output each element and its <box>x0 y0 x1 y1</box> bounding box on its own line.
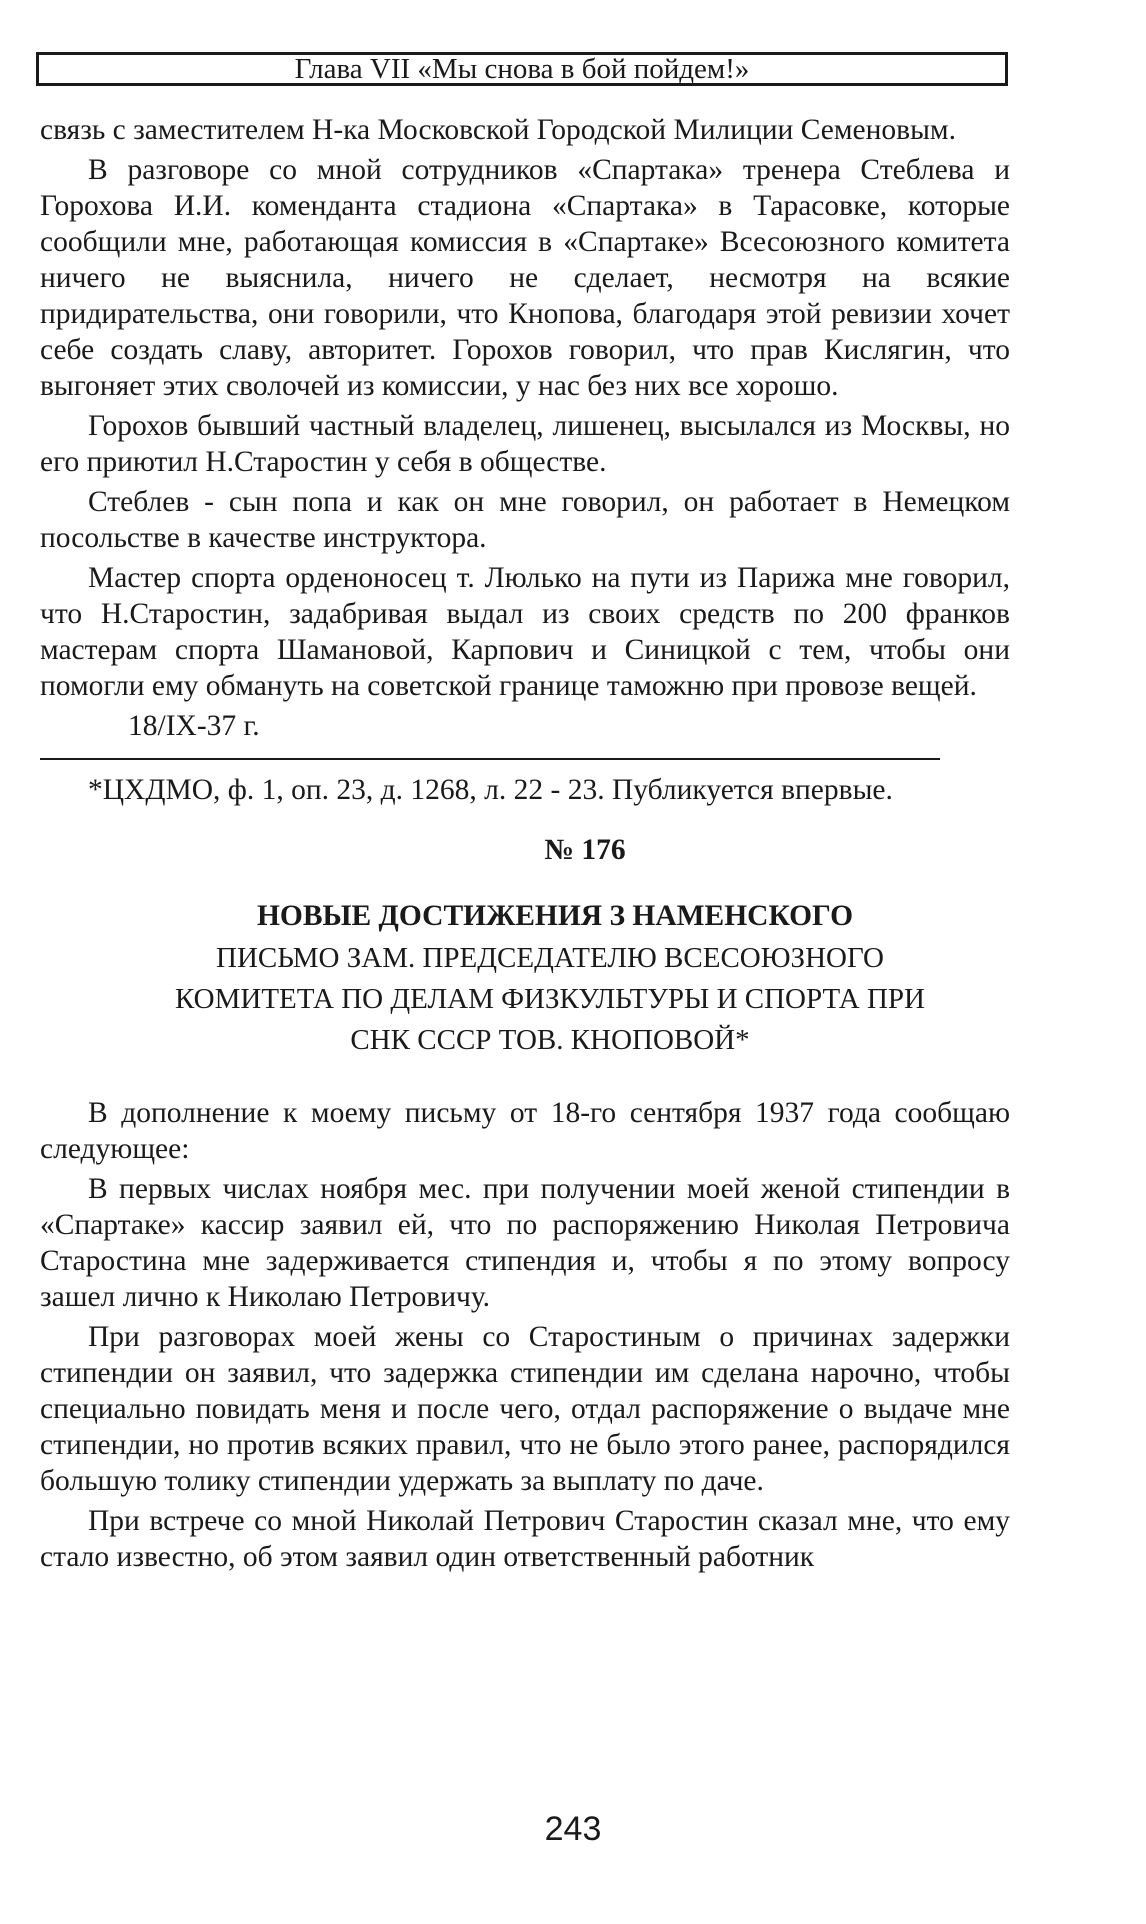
paragraph: Горохов бывший частный владелец, лишенец, высылался из Москвы, но его приютил Н.Старостин у себя в обществе. <box>40 410 1010 478</box>
subtitle-line: ПИСЬМО ЗАМ. ПРЕДСЕДАТЕЛЮ ВСЕСОЮЗНОГО <box>216 942 884 974</box>
document-number: № 176 <box>544 834 626 866</box>
paragraph: Стеблев - сын попа и как он мне говорил, он работает в Немецком посольстве в качестве инструктора. <box>40 486 1010 554</box>
running-title: Глава VII «Мы снова в бой пойдем!» <box>294 53 750 85</box>
subtitle-line: СНК СССР ТОВ. КНОПОВОЙ* <box>350 1024 750 1056</box>
document-subtitle <box>90 938 1010 1061</box>
paragraph: связь с заместителем Н-ка Московской Городской Милиции Семеновым. <box>40 114 956 146</box>
page-number: 243 <box>544 1810 602 1848</box>
paragraph: В дополнение к моему письму от 18-го сентября 1937 года сообщаю следующее: <box>40 1097 1010 1165</box>
letter-date: 18/IX-37 г. <box>128 710 260 742</box>
paragraph: Мастер спорта орденоносец т. Люлько на пути из Парижа мне говорил, что Н.Старостин, задабривая выдал из своих средств по 200 франков мастерам спорта Шамановой, Карпович и Синицкой с тем, чтобы они помогли ему обмануть на советской границе таможню при провозе вещей. <box>40 562 1010 702</box>
footnote-divider <box>40 758 940 760</box>
running-header <box>36 52 1008 86</box>
document-title: НОВЫЕ ДОСТИЖЕНИЯ З НАМЕНСКОГО <box>256 900 854 932</box>
paragraph: При разговорах моей жены со Старостиным о причинах задержки стипендии он заявил, что задержка стипендии им сделана нарочно, чтобы специально повидать меня и после чего, отдал распоряжение о выдаче мне стипендии, но против всяких правил, что не было этого ранее, распорядился большую толику стипендии удержать за выплату по даче. <box>40 1321 1010 1497</box>
paragraph: В разговоре со мной сотрудников «Спартака» тренера Стеблева и Горохова И.И. коменданта стадиона «Спартака» в Тарасовке, которые сообщили мне, работающая комиссия в «Спартаке» Всесоюзного комитета ничего не выяснила, ничего не сделает, несмотря на всякие придирательства, они говорили, что Кнопова, благодаря этой ревизии хочет себе создать славу, авторитет. Горохов говорил, что прав Кислягин, что выгоняет этих сволочей из комиссии, у нас без них все хорошо. <box>40 154 1010 402</box>
paragraph: При встрече со мной Николай Петрович Старостин сказал мне, что ему стало известно, об этом заявил один ответственный работник <box>40 1505 1010 1573</box>
paragraph: В первых числах ноября мес. при получении моей женой стипендии в «Спартаке» кассир заявил ей, что по распоряжению Николая Петровича Старостина мне задерживается стипендия и, чтобы я по этому вопросу зашел лично к Николаю Петровичу. <box>40 1173 1010 1313</box>
body-text <box>40 112 1010 1579</box>
source-footnote: *ЦХДМО, ф. 1, оп. 23, д. 1268, л. 22 - 23. Публикуется впервые. <box>88 774 893 806</box>
subtitle-line: КОМИТЕТА ПО ДЕЛАМ ФИЗКУЛЬТУРЫ И СПОРТА ПРИ <box>175 983 925 1015</box>
